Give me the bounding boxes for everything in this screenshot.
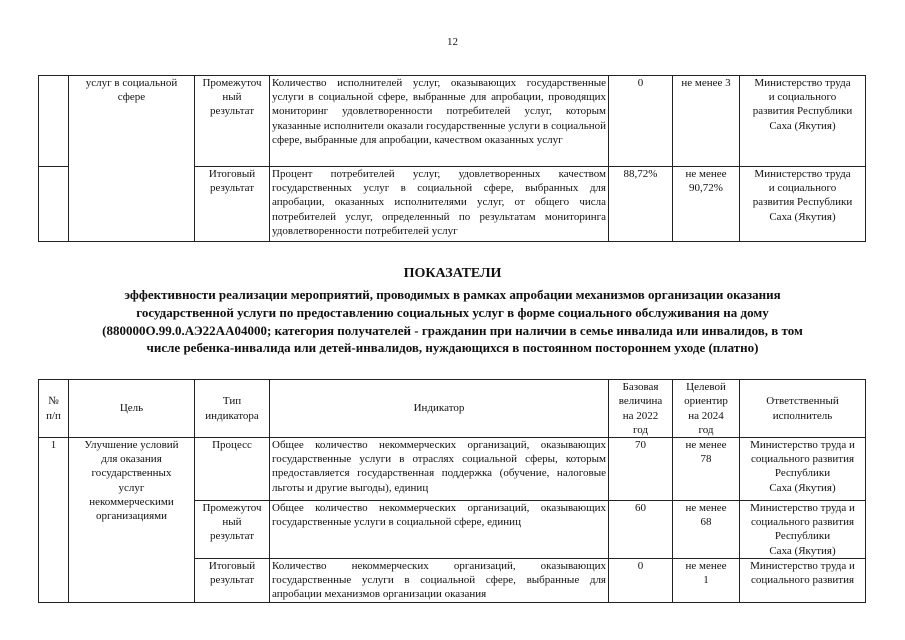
header-line: величина bbox=[618, 395, 663, 408]
goal-line: Улучшение условий bbox=[84, 439, 179, 451]
table-row bbox=[39, 438, 866, 501]
header-goal: Цель bbox=[69, 380, 195, 438]
target-line: не менее bbox=[685, 439, 727, 451]
indicator-cell: Количество некоммерческих организаций, оказывающих государственные услуги в социальной сфере, выбранные для апробации механизмов организации оказания bbox=[270, 559, 609, 603]
base-value-cell: 60 bbox=[609, 501, 673, 559]
header-indicator-type bbox=[195, 380, 270, 438]
target-value-cell bbox=[673, 76, 740, 167]
type-line: результат bbox=[209, 574, 255, 587]
responsible-line: социального развития bbox=[750, 574, 855, 587]
indicator-cell: Количество исполнителей услуг, оказывающих государственные услуги в социальной сфере, выбранные для апробации, проводящих мониторинг удовлетворенности потребителей услуг, которым указанные исполнители оказали государственные услуги в социальной сфере, выбранные для апробации, качеством оказанных услуг bbox=[270, 76, 609, 167]
header-indicator: Индикатор bbox=[270, 380, 609, 438]
base-value-cell: 88,72% bbox=[609, 167, 673, 242]
target-line: не менее bbox=[685, 168, 727, 180]
header-line: № bbox=[48, 395, 59, 408]
target-line: 68 bbox=[700, 516, 712, 529]
indicator-type-cell bbox=[195, 76, 270, 167]
table-row bbox=[39, 76, 866, 167]
goal-line: некоммерческими bbox=[89, 495, 174, 508]
table-row bbox=[39, 167, 866, 242]
subtitle-line: числе ребенка-инвалида или детей-инвалидов, нуждающихся в постоянном постороннем уходе (платно) bbox=[146, 340, 759, 356]
header-line: ориентир bbox=[684, 395, 728, 408]
header-responsible bbox=[740, 380, 866, 438]
num-cell bbox=[39, 76, 69, 167]
row-number-cell: 1 bbox=[39, 438, 69, 603]
header-line: Тип bbox=[222, 395, 242, 408]
indicator-cell: Общее количество некоммерческих организаций, оказывающих государственные услуги в отраслях социальной сферы, которым предоставляется государственная поддержка (обучение, налоговые льготы и другие выгоды), единиц bbox=[270, 438, 609, 501]
type-line: Итоговый bbox=[208, 168, 256, 180]
header-line: Ответственный bbox=[766, 395, 839, 408]
responsible-line: Саха (Якутия) bbox=[769, 481, 836, 494]
header-line: индикатора bbox=[205, 409, 259, 422]
target-line: 1 bbox=[703, 574, 709, 587]
responsible-line: Министерство труда bbox=[754, 77, 851, 89]
target-value-cell bbox=[673, 438, 740, 501]
responsible-line: социального развития bbox=[750, 516, 855, 529]
responsible-line: Министерство труда bbox=[754, 168, 851, 180]
responsible-cell bbox=[740, 501, 866, 559]
target-line: не менее bbox=[685, 560, 727, 572]
responsible-cell bbox=[740, 167, 866, 242]
responsible-line: и социального bbox=[768, 91, 837, 104]
header-line: исполнитель bbox=[772, 409, 833, 422]
responsible-line: и социального bbox=[768, 182, 837, 195]
target-value-cell bbox=[673, 167, 740, 242]
target-value-cell bbox=[673, 501, 740, 559]
indicator-cell: Общее количество некоммерческих организаций, оказывающих государственные услуги в социальной сфере, единиц bbox=[270, 501, 609, 559]
num-cell bbox=[39, 167, 69, 242]
responsible-line: Министерство труда и bbox=[750, 502, 855, 514]
section-title: ПОКАЗАТЕЛИ bbox=[403, 266, 502, 281]
indicator-type-cell bbox=[195, 559, 270, 603]
subtitle-line: эффективности реализации мероприятий, проводимых в рамках апробации механизмов организации оказания bbox=[124, 287, 781, 302]
goal-line: услуг в социальной bbox=[85, 77, 178, 89]
header-line: на 2024 bbox=[688, 409, 724, 422]
goal-line: для оказания bbox=[101, 453, 162, 466]
indicator-type-cell bbox=[195, 501, 270, 559]
responsible-line: социального развития bbox=[750, 453, 855, 466]
header-line: п/п bbox=[46, 409, 61, 422]
type-line: ный bbox=[222, 516, 242, 529]
type-line: ный bbox=[222, 91, 242, 104]
type-line: результат bbox=[209, 182, 255, 195]
goal-line: организациями bbox=[95, 510, 168, 523]
type-line: Итоговый bbox=[208, 560, 256, 572]
header-line: Целевой bbox=[686, 381, 726, 394]
header-line: на 2022 bbox=[622, 409, 659, 422]
responsible-cell bbox=[740, 76, 866, 167]
indicator-cell: Процент потребителей услуг, удовлетворенных качеством государственных услуг в социальной сфере, выбранных для апробации, оказанных исполнителями услуг, от общего числа потребителей услуг, определенный по результатам мониторинга удовлетворенности потребителей услуг bbox=[270, 167, 609, 242]
base-value-cell: 0 bbox=[609, 559, 673, 603]
header-line: год bbox=[698, 423, 714, 436]
goal-cell bbox=[69, 76, 195, 167]
responsible-cell bbox=[740, 438, 866, 501]
goal-cell bbox=[69, 438, 195, 603]
header-line: Базовая bbox=[622, 381, 659, 394]
responsible-line: Министерство труда и bbox=[750, 439, 855, 451]
responsible-line: Саха (Якутия) bbox=[769, 210, 836, 223]
goal-line: государственных bbox=[91, 467, 172, 480]
target-value-cell bbox=[673, 559, 740, 603]
header-target-value bbox=[673, 380, 740, 438]
base-value-cell: 0 bbox=[609, 76, 673, 167]
indicator-type-cell bbox=[195, 167, 270, 242]
responsible-cell bbox=[740, 559, 866, 603]
indicators-table bbox=[38, 379, 866, 603]
header-line: год bbox=[632, 423, 649, 436]
subtitle-line: государственной услуги по предоставлению социальных услуг в форме социального обслуживания на дому bbox=[136, 304, 769, 320]
responsible-line: Республики bbox=[774, 530, 831, 543]
base-value-cell: 70 bbox=[609, 438, 673, 501]
responsible-line: развития Республики bbox=[752, 105, 853, 118]
responsible-line: Саха (Якутия) bbox=[769, 544, 836, 557]
indicator-type-cell bbox=[195, 438, 270, 501]
responsible-line: Саха (Якутия) bbox=[769, 119, 836, 132]
responsible-line: Республики bbox=[774, 467, 831, 480]
goal-line: сфере bbox=[117, 91, 146, 104]
responsible-line: развития Республики bbox=[752, 196, 853, 209]
target-line: не менее 3 bbox=[681, 77, 731, 89]
table-header-row bbox=[39, 380, 866, 438]
header-num bbox=[39, 380, 69, 438]
type-line: результат bbox=[209, 530, 255, 543]
section-subtitle bbox=[40, 286, 865, 357]
target-line: 78 bbox=[700, 453, 712, 466]
responsible-line: Министерство труда и bbox=[750, 560, 855, 572]
target-line: 90,72% bbox=[689, 182, 723, 195]
type-line: результат bbox=[209, 105, 255, 118]
header-base-value bbox=[609, 380, 673, 438]
type-line: Промежуточ bbox=[202, 77, 262, 89]
continuation-table bbox=[38, 75, 866, 242]
type-line: Промежуточ bbox=[202, 502, 262, 514]
subtitle-line: (880000О.99.0.АЭ22АА04000; категория получателей - гражданин при наличии в семье инвалида или инвалидов, в том bbox=[102, 322, 803, 338]
type-line: Процесс bbox=[212, 439, 252, 451]
goal-cell bbox=[69, 167, 195, 242]
page-number: 12 bbox=[447, 36, 458, 48]
target-line: не менее bbox=[685, 502, 727, 514]
goal-line: услуг bbox=[118, 481, 145, 494]
